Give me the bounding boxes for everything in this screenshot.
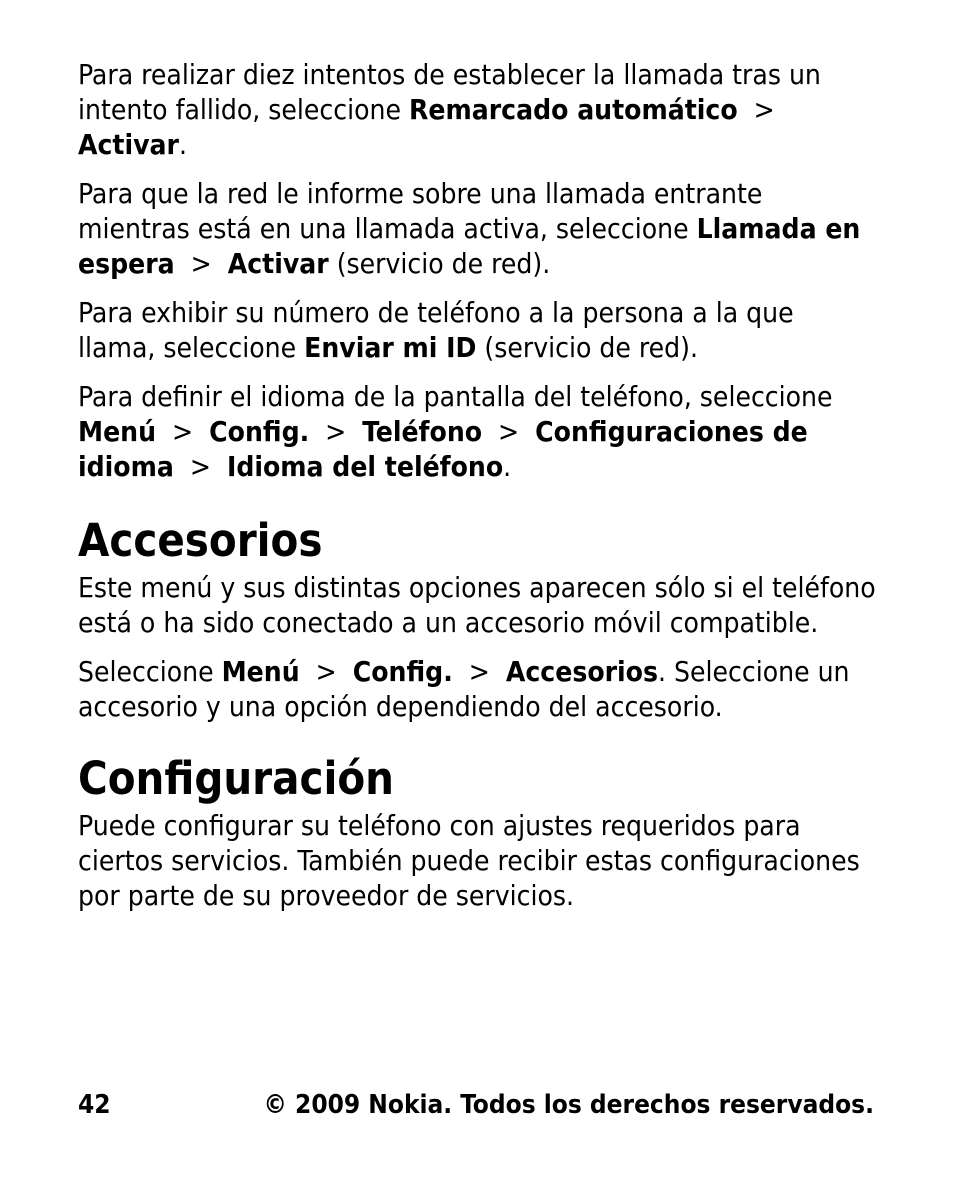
separator: > — [309, 415, 363, 448]
paragraph-enviar-id — [78, 295, 878, 365]
separator: > — [737, 93, 791, 126]
page-body — [78, 57, 878, 927]
section-heading-accesorios: Accesorios — [78, 514, 323, 567]
menu-path-activar: Activar — [227, 247, 329, 280]
separator: > — [299, 655, 353, 688]
menu-path-config: Config. — [209, 415, 310, 448]
text: Para definir el idioma de la pantalla del teléfono, seleccione — [78, 380, 841, 413]
text: (servicio de red). — [328, 247, 551, 280]
section-heading-configuracion: Configuración — [78, 752, 394, 805]
menu-path-llamada-espera: Llamada en espera — [78, 212, 870, 280]
paragraph-accesorios-select — [78, 654, 878, 724]
menu-path-accesorios: Accesorios — [505, 655, 658, 688]
separator: > — [174, 247, 228, 280]
paragraph-llamada-espera — [78, 176, 878, 281]
menu-path-activar: Activar — [78, 128, 179, 161]
menu-path-idioma-telefono: Idioma del teléfono — [226, 450, 504, 483]
paragraph-accesorios-intro: Este menú y sus distintas opciones aparecen sólo si el teléfono está o ha sido conectado a un accesorio móvil compatible. — [78, 571, 876, 639]
separator: > — [452, 655, 506, 688]
text: Seleccione — [78, 655, 222, 688]
text: . Seleccione un accesorio y una opción dependiendo del accesorio. — [78, 655, 858, 723]
text: Para realizar diez intentos de establecer la llamada tras un intento fallido, seleccione — [78, 58, 829, 126]
copyright-notice: © 2009 Nokia. Todos los derechos reservados. — [263, 1090, 874, 1120]
text: Para que la red le informe sobre una llamada entrante mientras está en una llamada activa, seleccione — [78, 177, 771, 245]
text: (servicio de red). — [476, 331, 698, 364]
text: . — [178, 128, 187, 161]
page-footer — [78, 1088, 874, 1122]
paragraph-idioma — [78, 379, 878, 484]
page-number: 42 — [78, 1090, 111, 1120]
separator: > — [173, 450, 227, 483]
paragraph-configuracion-intro: Puede configurar su teléfono con ajustes requeridos para ciertos servicios. También puede recibir estas configuraciones por parte de su proveedor de servicios. — [78, 809, 860, 912]
menu-path-config: Config. — [352, 655, 453, 688]
menu-path-enviar-id: Enviar mi ID — [304, 331, 477, 364]
menu-path-menu: Menú — [78, 415, 157, 448]
separator: > — [156, 415, 210, 448]
menu-path-remarcado: Remarcado automático — [409, 93, 738, 126]
text: Para exhibir su número de teléfono a la persona a la que llama, seleccione — [78, 296, 802, 364]
text: . — [503, 450, 512, 483]
paragraph-remarcado — [78, 57, 878, 162]
menu-path-menu: Menú — [221, 655, 300, 688]
separator: > — [482, 415, 536, 448]
menu-path-config-idioma: Configuraciones de idioma — [78, 415, 817, 483]
menu-path-telefono: Teléfono — [362, 415, 483, 448]
